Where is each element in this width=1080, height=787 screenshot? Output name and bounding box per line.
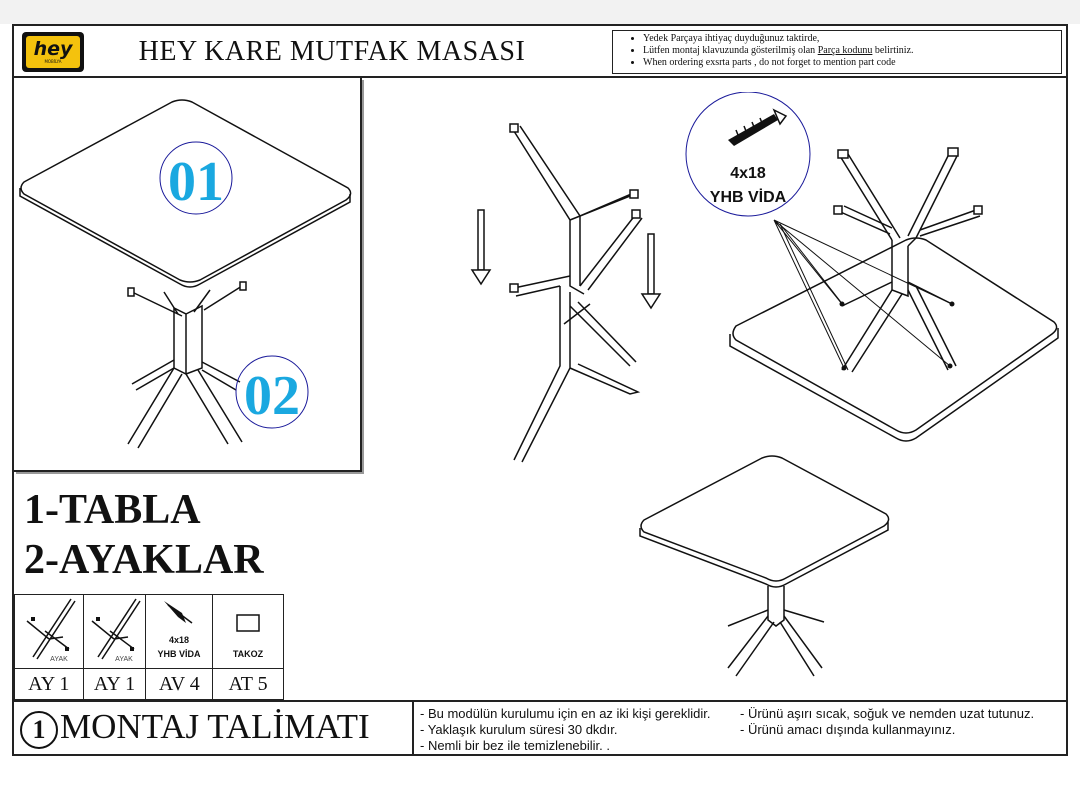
assembly-instructions-title: 1 MONTAJ TALİMATI	[20, 704, 412, 750]
footer-note: - Yaklaşık kurulum süresi 30 dkdır.	[420, 722, 618, 737]
parts-cell-screw	[146, 595, 213, 669]
screw-size: 4x18	[730, 165, 766, 182]
screw-icon	[148, 595, 210, 663]
leg-icon	[19, 595, 79, 663]
part-code-ay-1: AY 1	[15, 669, 84, 700]
footer-divider	[412, 702, 414, 754]
leg-icon	[84, 595, 144, 663]
callout-01: 01	[168, 151, 224, 213]
footer-note: - Nemli bir bez ile temizlenebilir. .	[420, 738, 611, 753]
block-icon	[215, 595, 281, 663]
parts-cell-block	[213, 595, 284, 669]
svg-text:TAKOZ: TAKOZ	[232, 649, 264, 659]
page-title: HEY KARE MUTFAK MASASI	[138, 36, 526, 67]
part-name-2: 2-AYAKLAR	[24, 537, 264, 583]
parts-cell-leg-1	[15, 595, 84, 669]
brand-logo	[22, 32, 84, 72]
note-line-1: • Yedek Parçaya ihtiyaç duyduğunuz taktirde,	[643, 33, 1061, 45]
svg-text:AYAK: AYAK	[115, 656, 134, 663]
footer-note: - Ürünü amacı dışında kullanmayınız.	[740, 722, 956, 737]
overview-drawing	[14, 78, 360, 470]
parts-cell-leg-2	[83, 595, 146, 669]
legs-drawing	[128, 282, 246, 448]
table-underside-drawing	[720, 140, 1070, 445]
footer-note: - Bu modülün kurulumu için en az iki kişi gereklidir.	[420, 706, 711, 721]
footer-notes-right	[740, 706, 1066, 738]
part-code-av: AV 4	[146, 669, 213, 700]
footer-notes-left	[420, 706, 740, 754]
top-band	[0, 0, 1080, 24]
note-line-2: • Lütfen montaj klavuzunda gösterilmiş olan Parça kodunu belirtiniz.	[643, 45, 1061, 57]
header-notes	[612, 30, 1062, 74]
part-code-at: AT 5	[213, 669, 284, 700]
down-arrow-left-icon	[472, 210, 490, 284]
assembled-table-drawing	[636, 450, 896, 690]
screw-name: YHB VİDA	[709, 189, 787, 206]
part-code-underlined: Parça kodunu	[817, 45, 873, 56]
logo-text: hey	[33, 38, 73, 60]
part-code-ay-2: AY 1	[83, 669, 146, 700]
note-line-3: • When ordering exsrta parts , do not forget to mention part code	[643, 57, 1061, 69]
callout-02: 02	[244, 365, 300, 427]
part-name-1: 1-TABLA	[24, 487, 201, 533]
footer-note: - Ürünü aşırı sıcak, soğuk ve nemden uzat tutunuz.	[740, 706, 1035, 721]
down-arrow-right-icon	[642, 234, 660, 308]
svg-text:YHB VİDA: YHB VİDA	[157, 649, 201, 659]
step-number: 1	[20, 711, 58, 749]
parts-table	[14, 594, 284, 700]
svg-text:AYAK: AYAK	[49, 656, 68, 663]
logo-subtext: MOBİLYA	[44, 59, 62, 64]
svg-text:4x18: 4x18	[169, 635, 190, 645]
leg-assembly-drawing	[460, 110, 700, 470]
